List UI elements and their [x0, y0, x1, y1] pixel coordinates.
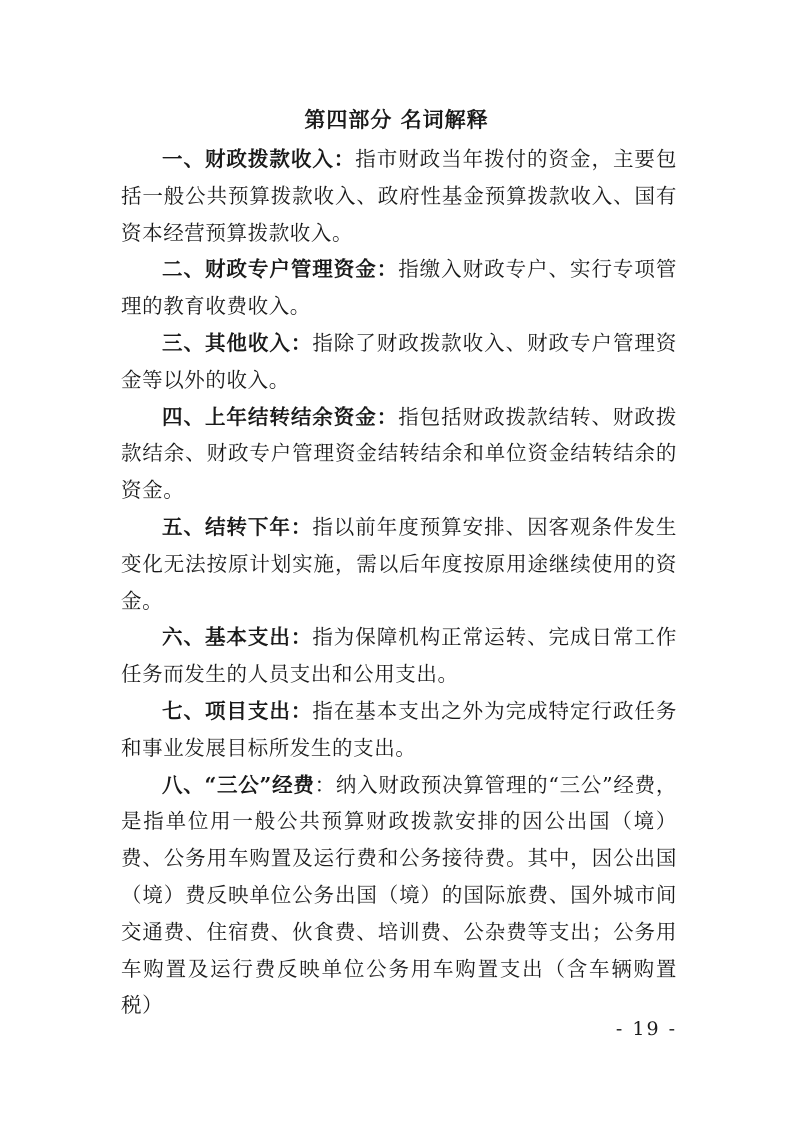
term-definition: 指为保障机构正常运转、完成日常工作任务而发生的人员支出和公用支出。 — [121, 625, 678, 687]
term-definition: 指市财政当年拨付的资金，主要包括一般公共预算拨款收入、政府性基金预算拨款收入、国有资本经营预算拨款收入。 — [121, 147, 677, 245]
definition-paragraph — [121, 399, 677, 509]
term-label: 一、财政拨款收入： — [162, 147, 356, 171]
term-definition: ：纳入财政预决算管理的“三公”经费，是指单位用一般公共预算财政拨款安排的因公出国（境）费、公务用车购置及运行费和公务接待费。其中，因公出国（境）费反映单位公务出国（境）的国际旅费、国外城市间交通费、住宿费、伙食费、培训费、公杂费等支出；公务用车购置及运行费反映单位公务用车购置支出（含车辆购置税） — [121, 772, 677, 1018]
term-definition: 指以前年度预算安排、因客观条件发生变化无法按原计划实施，需以后年度按原用途继续使用的资金。 — [121, 514, 678, 613]
term-label: 四、上年结转结余资金： — [162, 404, 399, 429]
term-definition: 指包括财政拨款结转、财政拨款结余、财政专户管理资金结转结余和单位资金结转结余的资金。 — [121, 404, 677, 503]
term-label: 八、“三公”经费 — [162, 772, 315, 797]
term-label: 六、基本支出： — [162, 625, 313, 650]
definition-paragraph — [121, 619, 677, 693]
term-definition: 指缴入财政专户、实行专项管理的教育收费收入。 — [121, 257, 677, 319]
term-label: 七、项目支出： — [162, 698, 313, 723]
term-definition: 指除了财政拨款收入、财政专户管理资金等以外的收入。 — [121, 330, 678, 392]
term-label: 二、财政专户管理资金： — [162, 257, 399, 282]
definition-paragraph — [121, 767, 677, 1025]
page-number: - 19 - — [615, 1018, 677, 1040]
definition-paragraph — [121, 325, 677, 399]
definition-paragraph — [121, 693, 677, 767]
term-label: 五、结转下年： — [162, 514, 313, 539]
definition-paragraph — [121, 509, 677, 619]
term-label: 三、其他收入： — [162, 330, 313, 355]
page-title: 第四部分 名词解释 — [304, 107, 489, 132]
term-definition: 指在基本支出之外为完成特定行政任务和事业发展目标所发生的支出。 — [121, 698, 678, 760]
document-body — [121, 141, 677, 1024]
definition-paragraph — [121, 141, 677, 251]
definition-paragraph — [121, 251, 677, 325]
